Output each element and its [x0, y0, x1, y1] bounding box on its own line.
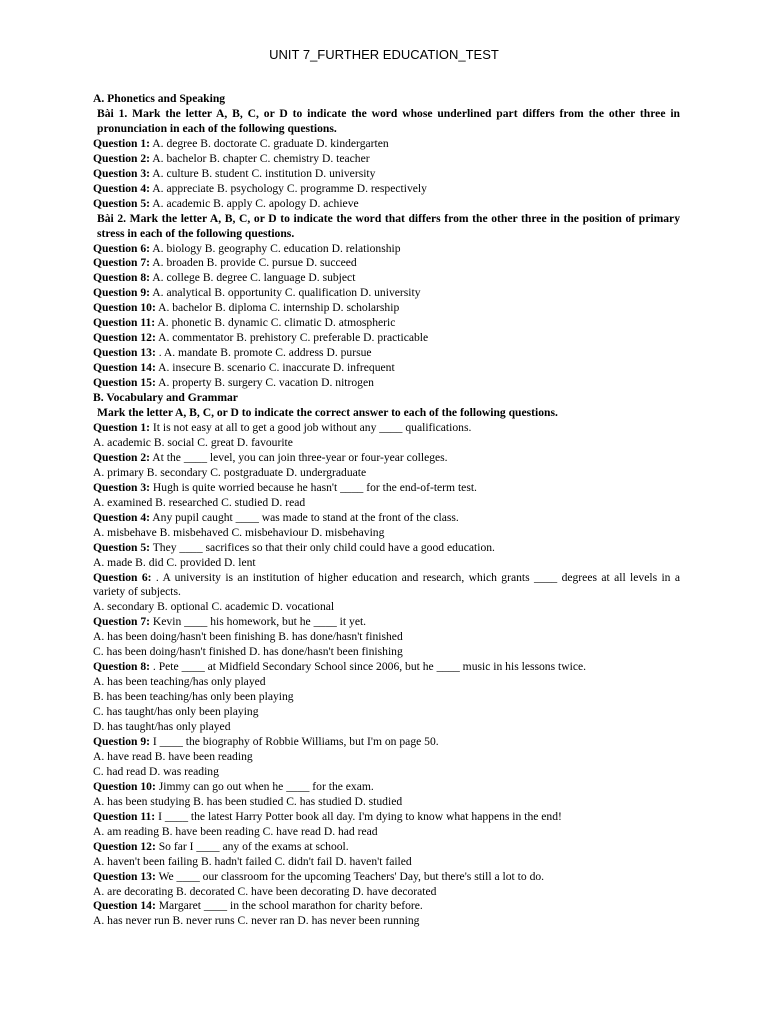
question-label: Question 14: — [93, 361, 156, 375]
answer-options: A. are decorating B. decorated C. have been decorating D. have decorated — [93, 884, 437, 898]
answer-options: A. have read B. have been reading — [93, 749, 253, 763]
question-label: Question 2: — [93, 450, 151, 464]
question-label: Question 8: — [93, 660, 151, 674]
question-label: Question 14: — [93, 899, 156, 913]
question-text: Any pupil caught ____ was made to stand at the front of the class. — [150, 510, 459, 524]
question-text: A. property B. surgery C. vacation D. nitrogen — [155, 376, 374, 390]
answer-options: A. secondary B. optional C. academic D. vocational — [93, 600, 335, 614]
question-label: Question 13: — [93, 869, 156, 883]
question-label: Question 12: — [93, 839, 156, 853]
question-line — [93, 541, 680, 556]
question-line — [93, 899, 680, 914]
question-text: I ____ the biography of Robbie Williams, but I'm on page 50. — [150, 734, 439, 748]
question-text: They ____ sacrifices so that their only child could have a good education. — [150, 540, 495, 554]
document-title: UNIT 7_FURTHER EDUCATION_TEST — [269, 47, 499, 62]
answer-options: A. has been teaching/has only played — [93, 675, 266, 689]
question-line — [93, 660, 680, 675]
question-line — [93, 361, 680, 376]
test-content — [93, 92, 680, 929]
question-label: Question 10: — [93, 301, 156, 315]
bai1-question-list — [93, 137, 680, 212]
question-label: Question 1: — [93, 136, 151, 150]
question-label: Question 9: — [93, 286, 151, 300]
answer-options: C. has taught/has only been playing — [93, 705, 259, 719]
question-label: Question 6: — [93, 570, 152, 584]
question-label: Question 12: — [93, 331, 156, 345]
question-label: Question 7: — [93, 256, 151, 270]
question-label: Question 9: — [93, 734, 151, 748]
question-line — [93, 346, 680, 361]
question-line — [93, 810, 680, 825]
question-line — [93, 376, 680, 391]
question-text: . A. mandate B. promote C. address D. pursue — [155, 346, 372, 360]
question-text: A. culture B. student C. institution D. university — [150, 166, 376, 180]
question-text: . Pete ____ at Midfield Secondary School since 2006, but he ____ music in his lessons twice. — [150, 660, 587, 674]
answer-options: A. has never run B. never runs C. never ran D. has never been running — [93, 914, 420, 928]
question-line — [93, 152, 680, 167]
question-label: Question 10: — [93, 779, 156, 793]
answer-options: A. has been doing/hasn't been finishing B. has done/hasn't finished — [93, 630, 403, 644]
question-line — [93, 870, 680, 885]
question-line — [93, 182, 680, 197]
answer-options: A. academic B. social C. great D. favourite — [93, 435, 293, 449]
question-line — [93, 615, 680, 630]
bai2-instruction: Bài 2. Mark the letter A, B, C, or D to indicate the word that differs from the other three in the position of primary stress in each of the following questions. — [97, 211, 680, 240]
question-text: A. college B. degree C. language D. subject — [150, 271, 356, 285]
question-line — [93, 271, 680, 286]
answer-options: D. has taught/has only played — [93, 720, 231, 734]
question-label: Question 4: — [93, 181, 151, 195]
question-line — [93, 286, 680, 301]
question-text: A. biology B. geography C. education D. relationship — [150, 241, 401, 255]
question-text: Hugh is quite worried because he hasn't ____ for the end-of-term test. — [150, 480, 477, 494]
answer-options: A. am reading B. have been reading C. have read D. had read — [93, 824, 378, 838]
question-text: It is not easy at all to get a good job without any ____ qualifications. — [150, 420, 472, 434]
answer-options: A. made B. did C. provided D. lent — [93, 555, 256, 569]
question-line — [93, 735, 680, 750]
question-line — [93, 197, 680, 212]
question-text: At the ____ level, you can join three-year or four-year colleges. — [150, 450, 448, 464]
question-text: Jimmy can go out when he ____ for the exam. — [155, 779, 374, 793]
question-text: I ____ the latest Harry Potter book all day. I'm dying to know what happens in the end! — [155, 809, 562, 823]
question-label: Question 5: — [93, 196, 151, 210]
question-text: A. appreciate B. psychology C. programme D. respectively — [150, 181, 427, 195]
question-text: A. analytical B. opportunity C. qualification D. university — [150, 286, 421, 300]
section-b-instruction: Mark the letter A, B, C, or D to indicate the correct answer to each of the following questions. — [97, 406, 558, 420]
answer-options: A. misbehave B. misbehaved C. misbehaviour D. misbehaving — [93, 525, 385, 539]
question-line — [93, 316, 680, 331]
question-line — [93, 331, 680, 346]
question-text: A. broaden B. provide C. pursue D. succeed — [150, 256, 357, 270]
question-label: Question 11: — [93, 809, 156, 823]
answer-options: A. has been studying B. has been studied C. has studied D. studied — [93, 794, 403, 808]
question-text: A. bachelor B. chapter C. chemistry D. teacher — [150, 151, 370, 165]
question-line — [93, 137, 680, 152]
answer-options: B. has been teaching/has only been playing — [93, 690, 294, 704]
question-line — [93, 780, 680, 795]
question-line — [93, 167, 680, 182]
question-text: A. bachelor B. diploma C. internship D. scholarship — [155, 301, 400, 315]
question-text: Kevin ____ his homework, but he ____ it yet. — [150, 615, 367, 629]
question-text: A. insecure B. scenario C. inaccurate D. infrequent — [155, 361, 395, 375]
question-line — [93, 451, 680, 466]
question-label: Question 5: — [93, 540, 151, 554]
question-text: A. phonetic B. dynamic C. climatic D. atmospheric — [155, 316, 396, 330]
question-text: A. academic B. apply C. apology D. achieve — [150, 196, 359, 210]
question-label: Question 11: — [93, 316, 156, 330]
question-label: Question 1: — [93, 420, 151, 434]
question-line — [93, 301, 680, 316]
answer-options: C. had read D. was reading — [93, 764, 219, 778]
question-line — [93, 840, 680, 855]
question-text: We ____ our classroom for the upcoming Teachers' Day, but there's still a lot to do. — [155, 869, 545, 883]
question-line — [93, 571, 680, 601]
question-line — [93, 242, 680, 257]
question-label: Question 2: — [93, 151, 151, 165]
question-text: . A university is an institution of higher education and research, which grants ____ degrees at all levels in a variety of subjects. — [93, 570, 680, 599]
bai1-instruction: Bài 1. Mark the letter A, B, C, or D to indicate the word whose underlined part differs from the other three in pronunciation in each of the following questions. — [97, 106, 680, 135]
question-text: Margaret ____ in the school marathon for charity before. — [155, 899, 423, 913]
question-label: Question 8: — [93, 271, 151, 285]
question-label: Question 15: — [93, 376, 156, 390]
question-label: Question 13: — [93, 346, 156, 360]
question-text: A. commentator B. prehistory C. preferable D. practicable — [155, 331, 429, 345]
section-a-heading: A. Phonetics and Speaking — [93, 92, 226, 105]
question-line — [93, 421, 680, 436]
vocab-grammar-question-list — [93, 421, 680, 929]
question-label: Question 3: — [93, 480, 151, 494]
question-label: Question 4: — [93, 510, 151, 524]
section-b-heading: B. Vocabulary and Grammar — [93, 391, 238, 405]
question-line — [93, 481, 680, 496]
answer-options: A. haven't been failing B. hadn't failed C. didn't fail D. haven't failed — [93, 854, 412, 868]
answer-options: A. primary B. secondary C. postgraduate D. undergraduate — [93, 465, 367, 479]
question-label: Question 7: — [93, 615, 151, 629]
question-label: Question 6: — [93, 241, 151, 255]
bai2-question-list — [93, 242, 680, 392]
question-line — [93, 256, 680, 271]
question-label: Question 3: — [93, 166, 151, 180]
answer-options: C. has been doing/hasn't finished D. has done/hasn't been finishing — [93, 645, 403, 659]
answer-options: A. examined B. researched C. studied D. read — [93, 495, 306, 509]
question-line — [93, 511, 680, 526]
question-text: So far I ____ any of the exams at school. — [155, 839, 349, 853]
question-text: A. degree B. doctorate C. graduate D. kindergarten — [150, 136, 389, 150]
